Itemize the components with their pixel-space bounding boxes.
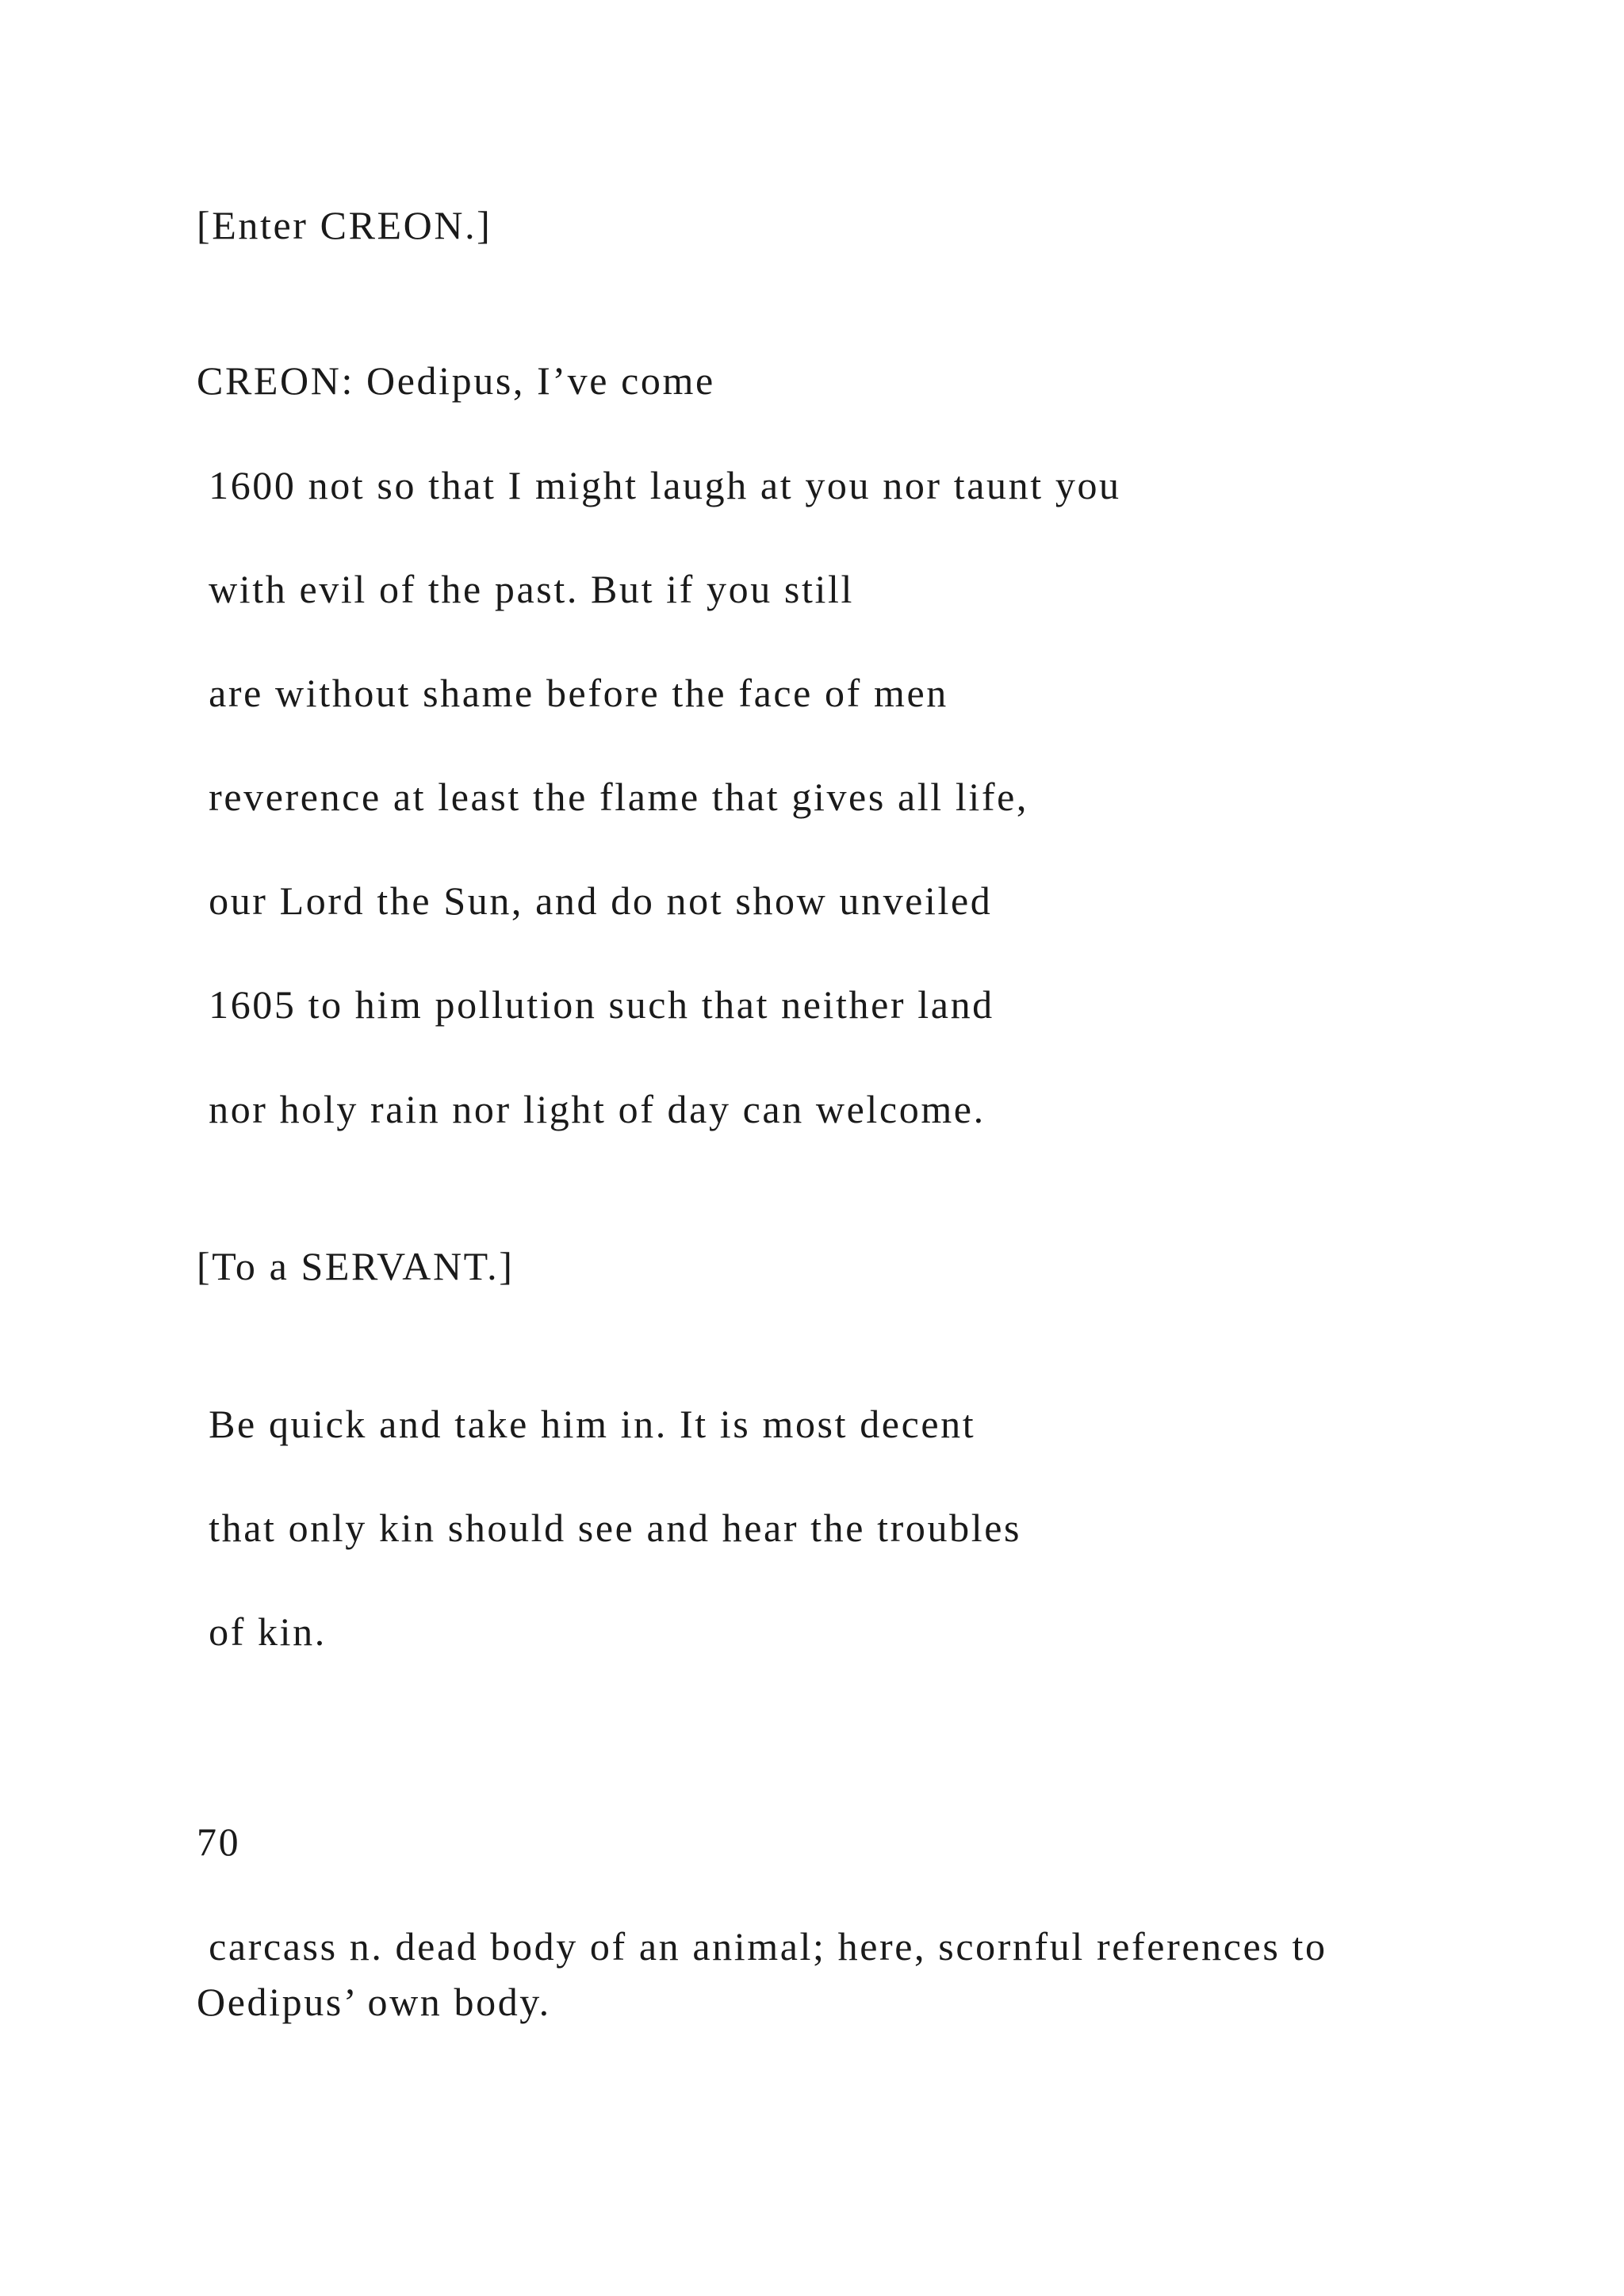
verse-line-1605: 1605 to him pollution such that neither land bbox=[197, 982, 994, 1027]
page-number: 70 bbox=[197, 1820, 241, 1864]
verse-line: with evil of the past. But if you still bbox=[197, 567, 854, 611]
verse-line: reverence at least the flame that gives all life, bbox=[197, 775, 1028, 819]
verse-line: that only kin should see and hear the troubles bbox=[197, 1506, 1022, 1550]
verse-line: are without shame before the face of men bbox=[197, 671, 948, 715]
verse-line: of kin. bbox=[197, 1609, 327, 1654]
verse-line-1600: 1600 not so that I might laugh at you nor taunt you bbox=[197, 463, 1121, 507]
stage-direction-servant: [To a SERVANT.] bbox=[197, 1244, 515, 1288]
stage-direction-enter: [Enter CREON.] bbox=[197, 203, 492, 247]
verse-line: our Lord the Sun, and do not show unveiled bbox=[197, 878, 993, 923]
verse-line: nor holy rain nor light of day can welcome. bbox=[197, 1087, 986, 1131]
speaker-line: CREON: Oedipus, I’ve come bbox=[197, 358, 715, 403]
verse-line: Be quick and take him in. It is most decent bbox=[197, 1402, 976, 1446]
footnote: carcass n. dead body of an animal; here, scornful references to Oedipus’ own body. bbox=[197, 1924, 1339, 2024]
